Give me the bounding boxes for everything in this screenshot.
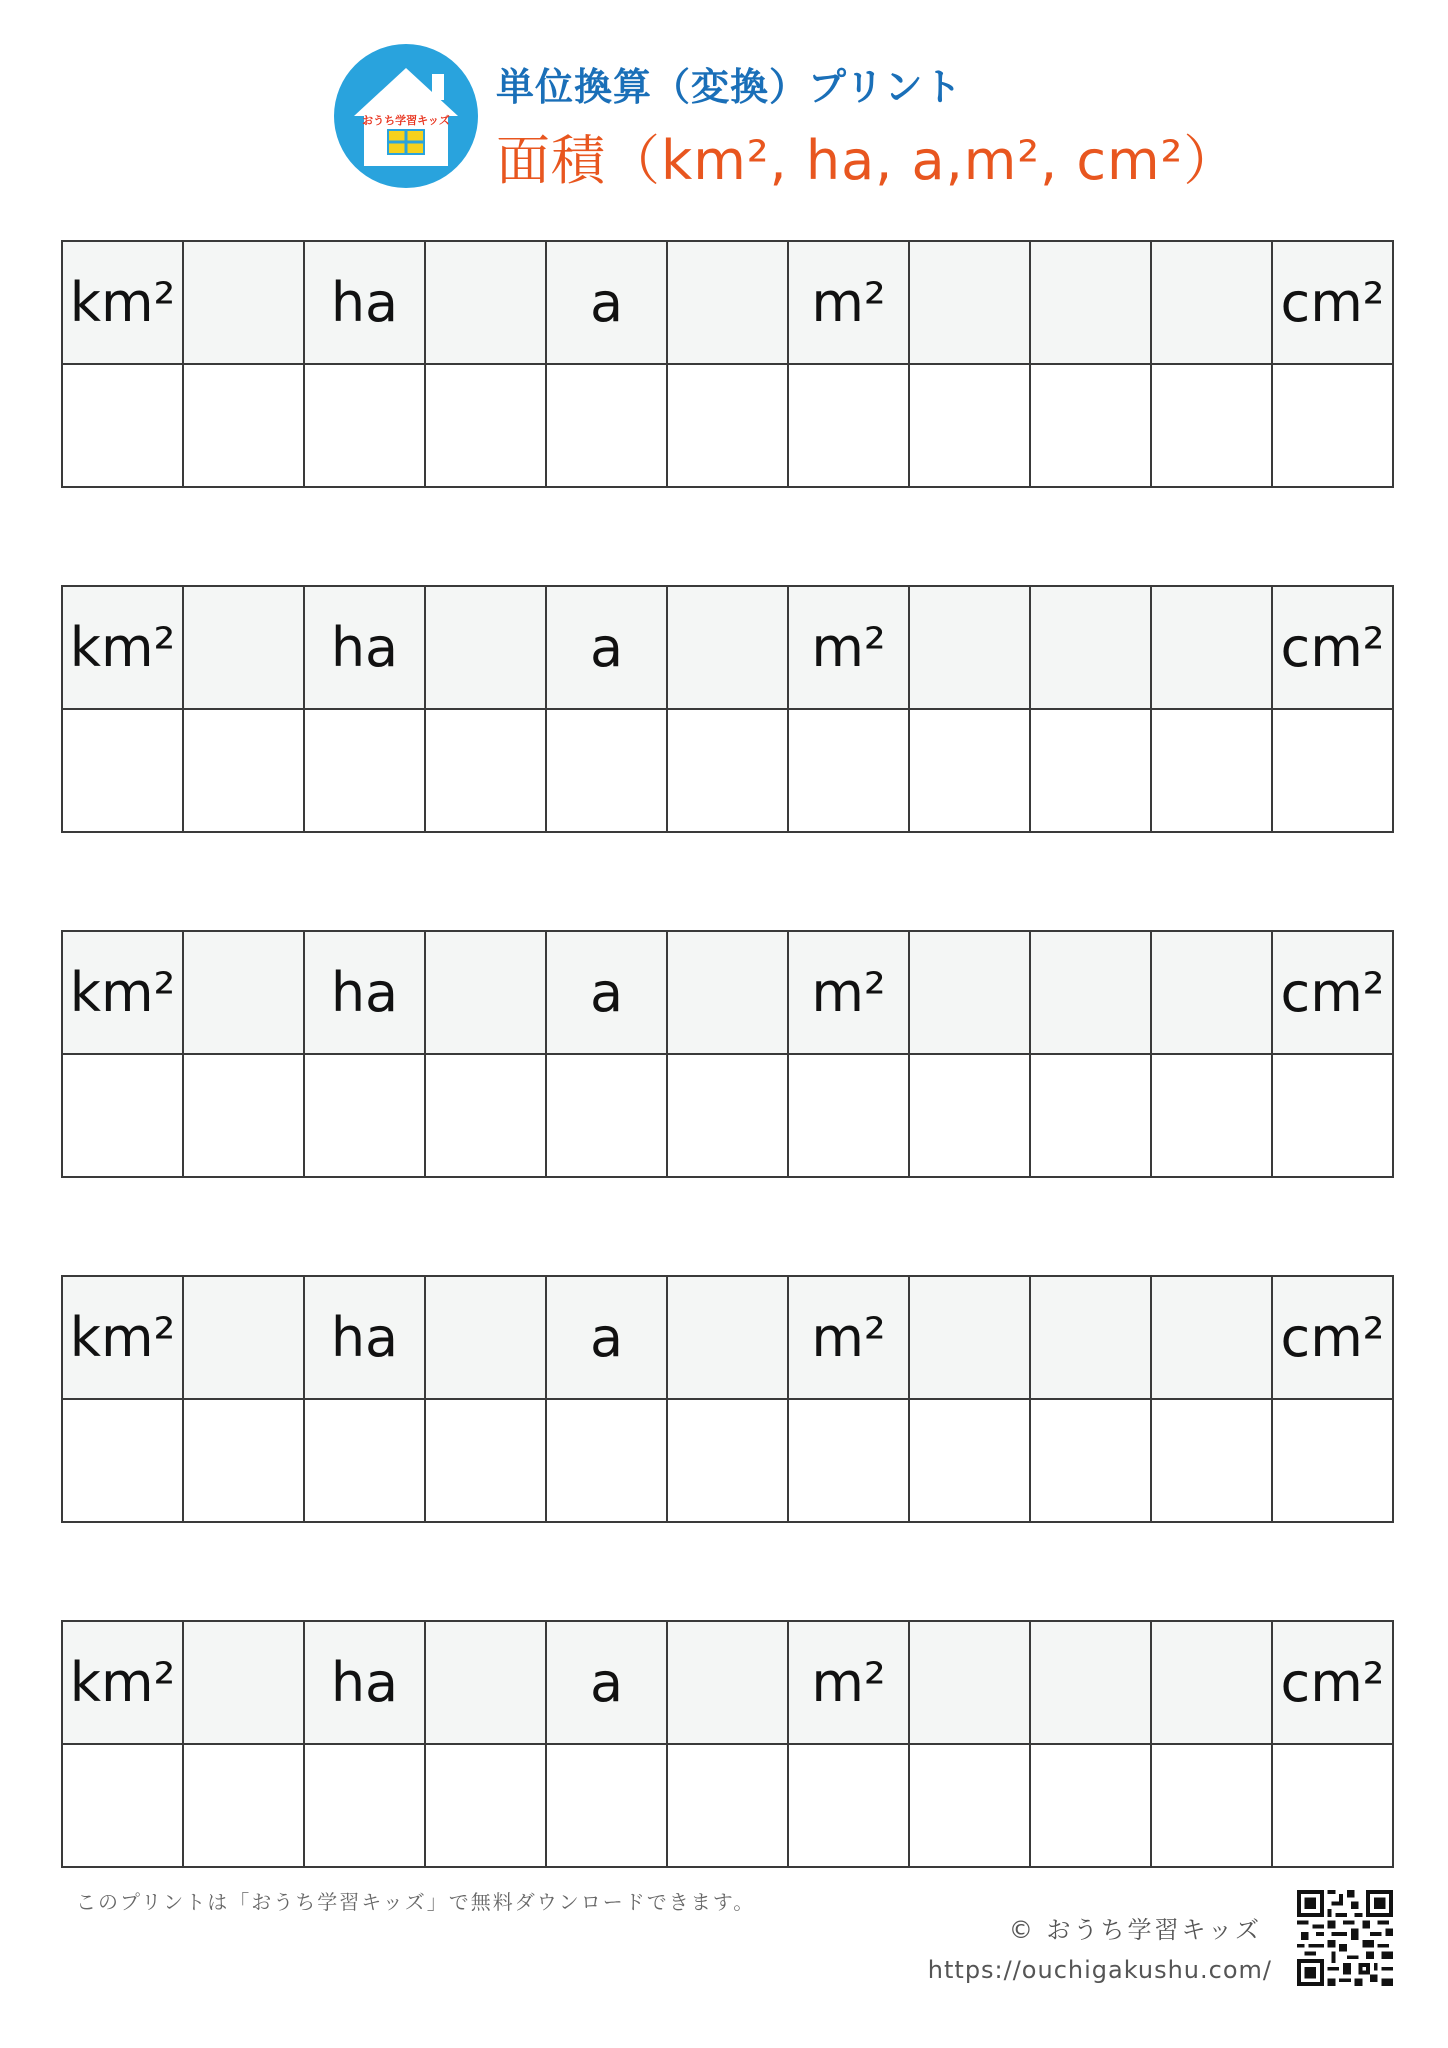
unit-cell (667, 241, 788, 364)
unit-cell: m² (788, 1621, 909, 1744)
answer-cell[interactable] (183, 1744, 304, 1867)
unit-cell: m² (788, 586, 909, 709)
answer-cell[interactable] (788, 709, 909, 832)
unit-cell: a (546, 241, 667, 364)
answer-cell[interactable] (546, 1054, 667, 1177)
answer-cell[interactable] (62, 1744, 183, 1867)
unit-cell (1030, 931, 1151, 1054)
unit-cell (667, 1276, 788, 1399)
answer-cell[interactable] (425, 709, 546, 832)
unit-cell: ha (304, 1621, 425, 1744)
unit-cell (667, 1621, 788, 1744)
answer-cell[interactable] (1030, 1399, 1151, 1522)
unit-cell (425, 1276, 546, 1399)
answer-cell[interactable] (1272, 709, 1393, 832)
answer-cell[interactable] (1272, 364, 1393, 487)
unit-cell: km² (62, 1621, 183, 1744)
answer-cell[interactable] (1272, 1054, 1393, 1177)
answer-cell[interactable] (788, 364, 909, 487)
answer-cell[interactable] (62, 1054, 183, 1177)
answer-row (62, 1399, 1393, 1522)
unit-cell (1151, 1276, 1272, 1399)
answer-cell[interactable] (788, 1744, 909, 1867)
answer-cell[interactable] (667, 1054, 788, 1177)
answer-cell[interactable] (425, 1399, 546, 1522)
unit-cell (183, 241, 304, 364)
unit-grid-2 (61, 585, 1394, 833)
answer-cell[interactable] (183, 1399, 304, 1522)
unit-grid-1 (61, 240, 1394, 488)
unit-cell: m² (788, 931, 909, 1054)
answer-cell[interactable] (667, 364, 788, 487)
answer-cell[interactable] (909, 364, 1030, 487)
answer-row (62, 364, 1393, 487)
unit-cell: a (546, 931, 667, 1054)
unit-cell: a (546, 1276, 667, 1399)
download-note: このプリントは「おうち学習キッズ」で無料ダウンロードできます。 (76, 1890, 756, 1914)
unit-cell (183, 931, 304, 1054)
unit-cell (1151, 1621, 1272, 1744)
answer-cell[interactable] (304, 1399, 425, 1522)
answer-cell[interactable] (425, 1744, 546, 1867)
answer-cell[interactable] (304, 709, 425, 832)
unit-cell (425, 241, 546, 364)
unit-cell (183, 1276, 304, 1399)
unit-grid-5 (61, 1620, 1394, 1868)
unit-cell (183, 1621, 304, 1744)
answer-cell[interactable] (667, 1744, 788, 1867)
answer-cell[interactable] (425, 1054, 546, 1177)
unit-cell (1151, 931, 1272, 1054)
site-logo (334, 44, 478, 188)
unit-cell (1030, 241, 1151, 364)
unit-cell (425, 586, 546, 709)
unit-cell (1030, 1276, 1151, 1399)
unit-cell: a (546, 586, 667, 709)
answer-cell[interactable] (909, 709, 1030, 832)
answer-cell[interactable] (909, 1744, 1030, 1867)
answer-row (62, 709, 1393, 832)
answer-cell[interactable] (1272, 1399, 1393, 1522)
unit-cell (183, 586, 304, 709)
unit-cell: km² (62, 241, 183, 364)
unit-cell (909, 931, 1030, 1054)
unit-cell: cm² (1272, 931, 1393, 1054)
answer-row (62, 1054, 1393, 1177)
unit-grid-4 (61, 1275, 1394, 1523)
answer-cell[interactable] (667, 1399, 788, 1522)
unit-cell (1151, 586, 1272, 709)
answer-cell[interactable] (304, 1054, 425, 1177)
answer-row (62, 1744, 1393, 1867)
answer-cell[interactable] (1151, 1744, 1272, 1867)
answer-cell[interactable] (546, 364, 667, 487)
answer-cell[interactable] (1030, 364, 1151, 487)
answer-cell[interactable] (1272, 1744, 1393, 1867)
unit-cell: a (546, 1621, 667, 1744)
unit-cell: km² (62, 931, 183, 1054)
answer-cell[interactable] (546, 1744, 667, 1867)
answer-cell[interactable] (62, 1399, 183, 1522)
unit-cell: m² (788, 1276, 909, 1399)
answer-cell[interactable] (1151, 709, 1272, 832)
unit-cell (1030, 1621, 1151, 1744)
unit-cell (1151, 241, 1272, 364)
answer-cell[interactable] (425, 364, 546, 487)
unit-header-row (62, 241, 1393, 364)
unit-cell: km² (62, 586, 183, 709)
unit-header-row (62, 586, 1393, 709)
answer-cell[interactable] (1151, 1399, 1272, 1522)
answer-cell[interactable] (1030, 1054, 1151, 1177)
answer-cell[interactable] (788, 1054, 909, 1177)
unit-cell: km² (62, 1276, 183, 1399)
answer-cell[interactable] (62, 709, 183, 832)
unit-cell: ha (304, 586, 425, 709)
unit-grid-3 (61, 930, 1394, 1178)
unit-cell (1030, 586, 1151, 709)
unit-header-row (62, 931, 1393, 1054)
unit-cell: cm² (1272, 1276, 1393, 1399)
unit-cell: ha (304, 241, 425, 364)
answer-cell[interactable] (909, 1054, 1030, 1177)
answer-cell[interactable] (304, 364, 425, 487)
answer-cell[interactable] (1151, 364, 1272, 487)
unit-cell (909, 1276, 1030, 1399)
answer-cell[interactable] (183, 364, 304, 487)
answer-cell[interactable] (1030, 1744, 1151, 1867)
unit-cell: cm² (1272, 241, 1393, 364)
unit-cell (909, 586, 1030, 709)
unit-cell: ha (304, 931, 425, 1054)
answer-cell[interactable] (1151, 1054, 1272, 1177)
answer-cell[interactable] (909, 1399, 1030, 1522)
unit-cell (667, 931, 788, 1054)
page-title: 単位換算（変換）プリント (496, 65, 963, 109)
answer-cell[interactable] (546, 1399, 667, 1522)
unit-header-row (62, 1621, 1393, 1744)
answer-cell[interactable] (546, 709, 667, 832)
unit-cell: cm² (1272, 1621, 1393, 1744)
unit-cell: m² (788, 241, 909, 364)
answer-cell[interactable] (62, 364, 183, 487)
site-url-link[interactable]: https://ouchigakushu.com/ (927, 1956, 1272, 1984)
unit-cell (425, 931, 546, 1054)
answer-cell[interactable] (1030, 709, 1151, 832)
answer-cell[interactable] (667, 709, 788, 832)
unit-cell: ha (304, 1276, 425, 1399)
answer-cell[interactable] (788, 1399, 909, 1522)
unit-header-row (62, 1276, 1393, 1399)
answer-cell[interactable] (183, 1054, 304, 1177)
unit-cell (909, 241, 1030, 364)
answer-cell[interactable] (183, 709, 304, 832)
qr-code-icon[interactable] (1297, 1890, 1393, 1986)
unit-cell (667, 586, 788, 709)
unit-cell: cm² (1272, 586, 1393, 709)
unit-cell (909, 1621, 1030, 1744)
answer-cell[interactable] (304, 1744, 425, 1867)
page-subtitle: 面積（km², ha, a,m², cm²） (496, 129, 1239, 192)
unit-cell (425, 1621, 546, 1744)
logo-text: おうち学習キッズ (362, 114, 450, 127)
copyright-text: © おうち学習キッズ (1008, 1916, 1262, 1944)
